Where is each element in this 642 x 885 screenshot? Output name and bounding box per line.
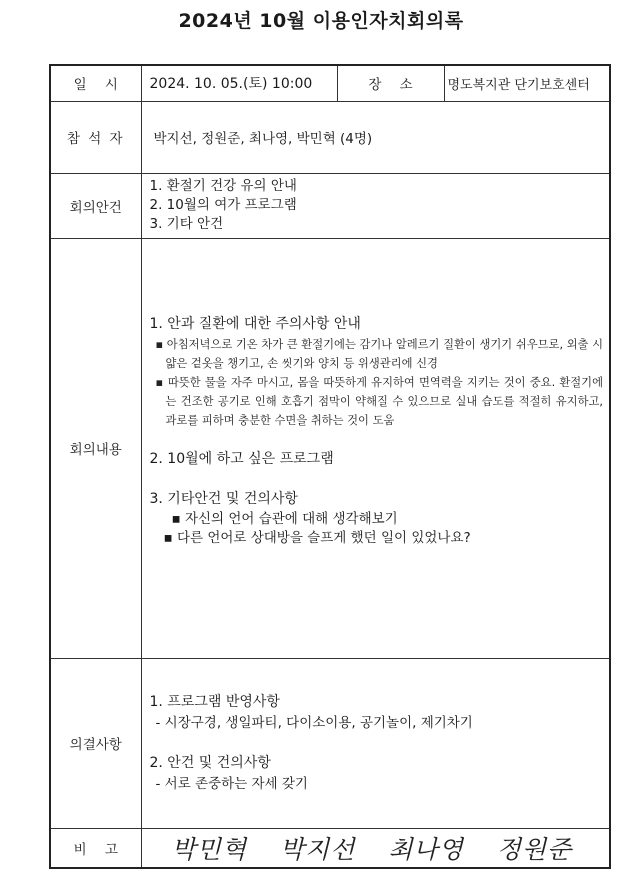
section-title: 1. 안과 질환에 대한 주의사항 안내 <box>149 315 361 332</box>
content-label: 회의내용 <box>50 238 141 658</box>
row-agenda <box>50 173 610 238</box>
bullet-text: ▪ 따뜻한 물을 자주 마시고, 몸을 따뜻하게 유지하여 면역력을 지키는 것이 중요. 환절기에는 건조한 공기로 인해 호흡기 점막이 약해질 수 있으므로 실내 습도를 적절히 유지하고, 과로를 피하며 충분한 수면을 취하는 것이 도움 <box>155 375 603 427</box>
attendees-value: 박지선, 정원준, 최나영, 박민혁 (4명) <box>141 101 610 173</box>
section-title: 3. 기타안건 및 건의사항 <box>149 490 298 507</box>
signature: 최나영 <box>388 834 464 864</box>
decision-label: 의결사항 <box>50 658 141 828</box>
decision-item: - 시장구경, 생일파티, 다이소이용, 공기놀이, 제기차기 <box>155 715 473 731</box>
bullet-text: ▪ 아침저녁으로 기온 차가 큰 환절기에는 감기나 알레르기 질환이 생기기 쉬우므로, 외출 시 얇은 겉옷을 챙기고, 손 씻기와 양치 등 위생관리에 신경 <box>155 337 603 370</box>
place-value: 명도복지관 단기보호센터 <box>444 65 610 101</box>
row-date <box>50 65 610 101</box>
agenda-item: 3. 기타 안건 <box>149 216 224 232</box>
note-label: 비 고 <box>50 828 141 868</box>
bullet-text: ▪ 자신의 언어 습관에 대해 생각해보기 <box>171 510 398 527</box>
place-label: 장 소 <box>337 65 444 101</box>
content-body <box>141 238 610 658</box>
signatures <box>141 828 610 868</box>
signature: 박지선 <box>279 834 356 864</box>
decision-title: 2. 안건 및 건의사항 <box>149 755 271 771</box>
signature: 정원준 <box>496 834 573 864</box>
document-title: 2024년 10월 이용인자치회의록 <box>178 10 464 32</box>
agenda-items <box>141 173 610 238</box>
attendees-label: 참 석 자 <box>50 101 141 173</box>
section-title: 2. 10월에 하고 싶은 프로그램 <box>149 450 334 467</box>
date-label: 일 시 <box>50 65 141 101</box>
row-note <box>50 828 610 868</box>
agenda-item: 2. 10월의 여가 프로그램 <box>149 197 297 213</box>
minutes-table <box>49 64 611 869</box>
row-content <box>50 238 610 658</box>
date-value: 2024. 10. 05.(토) 10:00 <box>141 65 337 101</box>
decision-item: - 서로 존중하는 자세 갖기 <box>155 776 308 792</box>
signature: 박민혁 <box>171 834 247 864</box>
agenda-item: 1. 환절기 건강 유의 안내 <box>149 178 297 194</box>
row-attendees <box>50 101 610 173</box>
agenda-label: 회의안건 <box>50 173 141 238</box>
bullet-text: ▪ 다른 언어로 상대방을 슬프게 했던 일이 있었나요? <box>163 529 471 546</box>
decision-body <box>141 658 610 828</box>
decision-title: 1. 프로그램 반영사항 <box>149 694 280 710</box>
row-decision <box>50 658 610 828</box>
